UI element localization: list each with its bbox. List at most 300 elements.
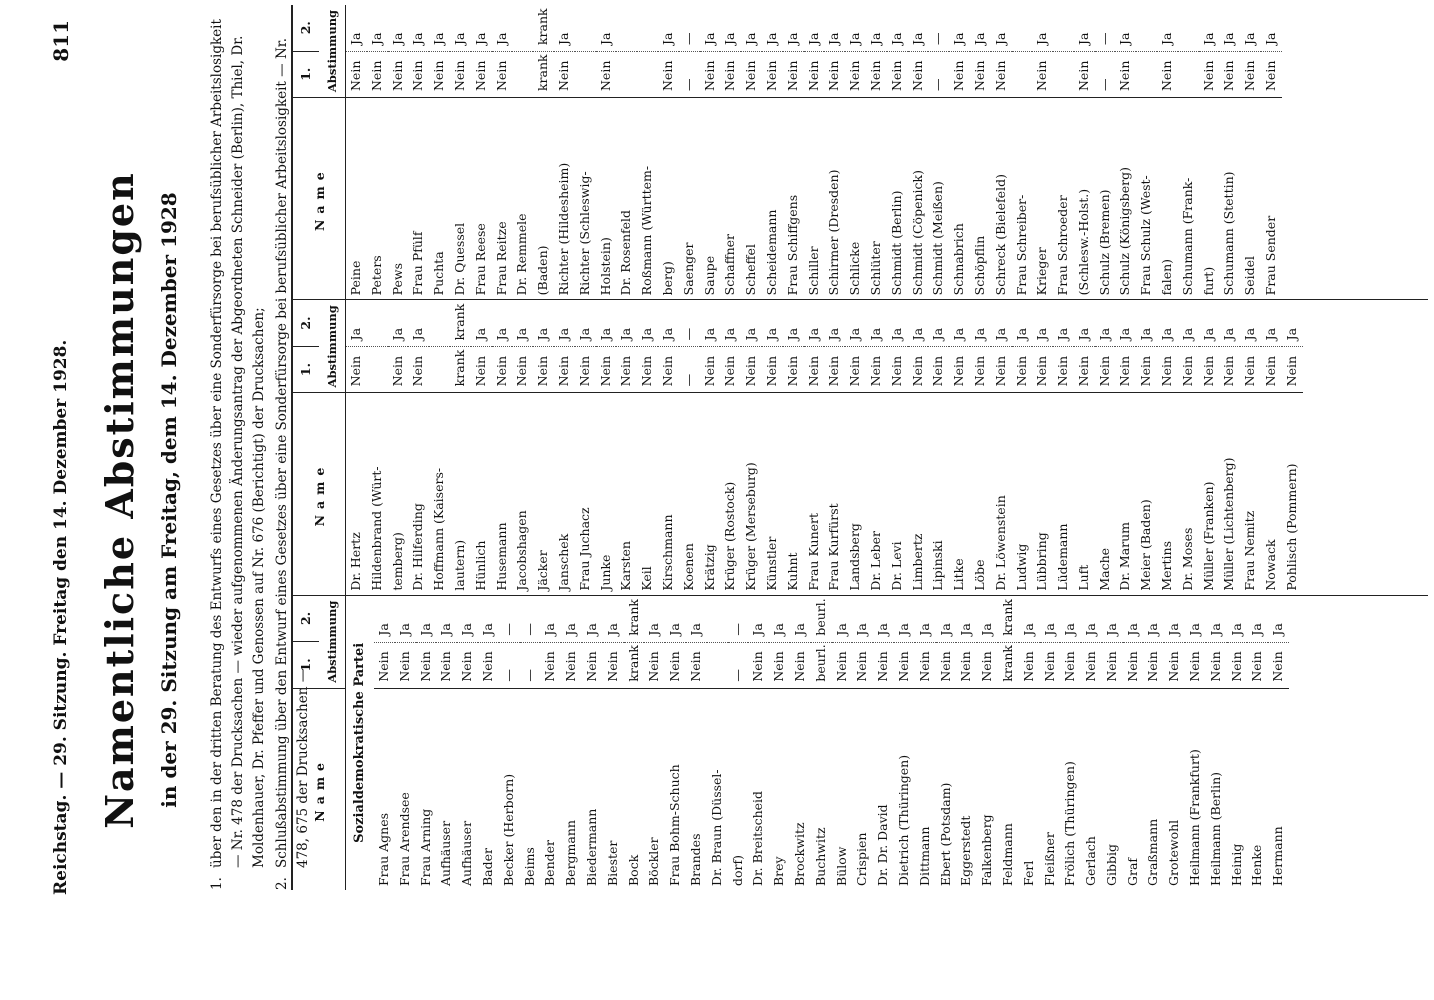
vote-1: Nein bbox=[658, 51, 679, 97]
vote-1: Nein bbox=[949, 346, 970, 392]
vote-1: Nein bbox=[1032, 346, 1053, 392]
vote-1: Nein bbox=[1247, 642, 1268, 688]
vote-1: Nein bbox=[1115, 51, 1136, 97]
member-name: (Baden) bbox=[533, 97, 554, 299]
member-name: Kuhnt bbox=[783, 392, 804, 594]
member-row bbox=[908, 300, 929, 594]
member-row bbox=[1053, 300, 1074, 594]
vote-2: Ja bbox=[639, 327, 655, 341]
member-row bbox=[1247, 596, 1268, 890]
vote-2: Ja bbox=[431, 32, 447, 46]
member-name: Janschek bbox=[554, 392, 575, 594]
vote-1 bbox=[1136, 51, 1157, 97]
vote-1: krank bbox=[624, 642, 645, 688]
vote-2: Ja bbox=[701, 327, 717, 341]
member-name: Frau Pfülf bbox=[408, 97, 429, 299]
vote-2: Ja bbox=[1055, 327, 1071, 341]
vote-2: Ja bbox=[542, 623, 558, 636]
vote-1: Nein bbox=[1074, 346, 1095, 392]
vote-2: Ja bbox=[763, 327, 779, 341]
vote-2: Ja bbox=[597, 327, 613, 341]
vote-2: Ja bbox=[479, 623, 495, 636]
member-name: Dr. Marum bbox=[1115, 392, 1136, 594]
vote-2 bbox=[367, 300, 388, 346]
member-row bbox=[596, 300, 617, 594]
member-name: Schlüter bbox=[866, 97, 887, 299]
member-row bbox=[1032, 300, 1053, 594]
vote-2: Ja bbox=[1221, 327, 1237, 341]
vote-2 bbox=[637, 5, 658, 51]
vote-1: beurl. bbox=[811, 642, 832, 688]
member-name: Heilmann (Berlin) bbox=[1206, 688, 1227, 890]
vote-1: Nein bbox=[1115, 346, 1136, 392]
vote-2: Ja bbox=[867, 327, 883, 341]
vote-1: Nein bbox=[603, 642, 624, 688]
member-name: Peters bbox=[367, 97, 388, 299]
member-row bbox=[707, 596, 728, 890]
vote-2: Ja bbox=[1103, 623, 1119, 636]
vote-1: Nein bbox=[1219, 346, 1240, 392]
member-row bbox=[1143, 596, 1164, 890]
vote-1: Nein bbox=[582, 642, 603, 688]
vote-2: Ja bbox=[687, 623, 703, 636]
vote-2: Ja bbox=[604, 623, 620, 636]
member-row bbox=[1240, 5, 1261, 299]
vote-2: Ja bbox=[410, 327, 426, 341]
member-row bbox=[346, 5, 367, 299]
member-row bbox=[429, 5, 450, 299]
member-row bbox=[1095, 5, 1116, 299]
vote-2: Ja bbox=[1075, 32, 1091, 46]
member-row bbox=[499, 596, 520, 890]
member-row bbox=[949, 5, 970, 299]
vote-1: Nein bbox=[457, 642, 478, 688]
vote-tables bbox=[291, 5, 1428, 890]
vote-2 bbox=[616, 5, 637, 51]
vote-1: Nein bbox=[388, 346, 409, 392]
vote-2: — bbox=[680, 327, 696, 341]
member-name: Falkenberg bbox=[977, 688, 998, 890]
vote-1: Nein bbox=[866, 346, 887, 392]
member-name: Gibbig bbox=[1102, 688, 1123, 890]
member-name: Schlicke bbox=[845, 97, 866, 299]
member-row bbox=[700, 5, 721, 299]
member-row bbox=[949, 300, 970, 594]
member-row bbox=[1157, 5, 1178, 299]
vote-1: Nein bbox=[596, 346, 617, 392]
member-row bbox=[824, 5, 845, 299]
member-row bbox=[346, 300, 367, 594]
member-name: Eggerstedt bbox=[956, 688, 977, 890]
vote-1: Nein bbox=[783, 51, 804, 97]
vote-1: Nein bbox=[1206, 642, 1227, 688]
member-row bbox=[790, 596, 811, 890]
member-name: Dr. Breitscheid bbox=[748, 688, 769, 890]
member-row bbox=[1019, 596, 1040, 890]
member-row bbox=[1261, 5, 1282, 299]
vote-2: Ja bbox=[909, 32, 925, 46]
vote-2: Ja bbox=[909, 327, 925, 341]
document-page bbox=[27, 0, 1434, 1000]
vote-2: Ja bbox=[888, 327, 904, 341]
vote-2: Ja bbox=[459, 623, 475, 636]
vote-2: Ja bbox=[555, 327, 571, 341]
member-name: Frau Arendsee bbox=[395, 688, 416, 890]
member-row bbox=[762, 300, 783, 594]
vote-1: Nein bbox=[616, 346, 637, 392]
member-name: Beims bbox=[520, 688, 541, 890]
vote-2: Ja bbox=[1041, 623, 1057, 636]
vote-1: Nein bbox=[346, 51, 367, 97]
member-name: Ferl bbox=[1019, 688, 1040, 890]
vote-1: Nein bbox=[1261, 346, 1282, 392]
header-vote-numbers bbox=[293, 5, 319, 97]
member-row bbox=[540, 596, 561, 890]
member-row bbox=[1282, 300, 1303, 594]
vote-2: Ja bbox=[930, 327, 946, 341]
member-row bbox=[1040, 596, 1061, 890]
vote-1 bbox=[1178, 51, 1199, 97]
vote-1: Nein bbox=[478, 642, 499, 688]
vote-2: Ja bbox=[389, 32, 405, 46]
vote-1: Nein bbox=[1060, 642, 1081, 688]
vote-2: Ja bbox=[784, 32, 800, 46]
vote-2: Ja bbox=[1013, 327, 1029, 341]
member-name: Holstein) bbox=[596, 97, 617, 299]
vote-2: Ja bbox=[493, 32, 509, 46]
member-name: Frau Schroeder bbox=[1053, 97, 1074, 299]
vote-2: Ja bbox=[1034, 327, 1050, 341]
vote-2: Ja bbox=[493, 327, 509, 341]
member-name: Bader bbox=[478, 688, 499, 890]
vote-2: — bbox=[680, 32, 696, 46]
member-row bbox=[450, 300, 471, 594]
member-name: Nowack bbox=[1261, 392, 1282, 594]
member-name: Krieger bbox=[1032, 97, 1053, 299]
vote-1: Nein bbox=[769, 642, 790, 688]
member-row bbox=[512, 300, 533, 594]
vote-2: Ja bbox=[389, 327, 405, 341]
vote-2: Ja bbox=[514, 327, 530, 341]
vote-2: Ja bbox=[646, 623, 662, 636]
member-row bbox=[457, 596, 478, 890]
vote-1: Nein bbox=[936, 642, 957, 688]
member-name: Koenen bbox=[679, 392, 700, 594]
member-row bbox=[575, 300, 596, 594]
vote-2: Ja bbox=[1249, 623, 1265, 636]
member-row bbox=[533, 300, 554, 594]
member-name: Dr. Löwenstein bbox=[991, 392, 1012, 594]
member-name: Schreck (Bielefeld) bbox=[991, 97, 1012, 299]
member-row bbox=[616, 5, 637, 299]
member-row bbox=[596, 5, 617, 299]
member-name: Frau Kurfürst bbox=[824, 392, 845, 594]
member-row bbox=[436, 596, 457, 890]
member-name: Bülow bbox=[832, 688, 853, 890]
vote-2: Ja bbox=[1263, 327, 1279, 341]
member-row bbox=[832, 596, 853, 890]
member-row bbox=[644, 596, 665, 890]
member-name: Puchta bbox=[429, 97, 450, 299]
vote-2: Ja bbox=[771, 623, 787, 636]
vote-2 bbox=[707, 596, 728, 642]
member-name: Scheidemann bbox=[762, 97, 783, 299]
vote-item-1 bbox=[207, 10, 270, 890]
vote-1: Nein bbox=[720, 51, 741, 97]
vote-1: Nein bbox=[908, 346, 929, 392]
member-row bbox=[512, 5, 533, 299]
member-row bbox=[616, 300, 637, 594]
vote-1: — bbox=[499, 642, 520, 688]
member-name: Frau Schiffgens bbox=[783, 97, 804, 299]
vote-1: krank bbox=[533, 51, 554, 97]
vote-2: Ja bbox=[438, 623, 454, 636]
member-name: Krätzig bbox=[700, 392, 721, 594]
member-name: Dr. Leber bbox=[866, 392, 887, 594]
vote-1: — bbox=[1095, 51, 1116, 97]
member-row bbox=[1115, 300, 1136, 594]
vote-1 bbox=[575, 51, 596, 97]
vote-1: Nein bbox=[790, 642, 811, 688]
member-row bbox=[956, 596, 977, 890]
member-row bbox=[928, 300, 949, 594]
member-name: Künstler bbox=[762, 392, 783, 594]
member-name: Frau Sender bbox=[1261, 97, 1282, 299]
member-name: Hermann bbox=[1268, 688, 1289, 890]
vote-2: Ja bbox=[1263, 32, 1279, 46]
vote-2: Ja bbox=[1159, 32, 1175, 46]
member-row bbox=[658, 300, 679, 594]
vote-1: Nein bbox=[540, 642, 561, 688]
vote-1: — bbox=[928, 51, 949, 97]
member-name: Schmidt (Berlin) bbox=[887, 97, 908, 299]
member-name: Schulz (Königsberg) bbox=[1115, 97, 1136, 299]
member-name: falen) bbox=[1157, 97, 1178, 299]
member-name: Schiller bbox=[804, 97, 825, 299]
vote-2: Ja bbox=[1270, 623, 1286, 636]
vote-1: — bbox=[679, 346, 700, 392]
member-name: Böckler bbox=[644, 688, 665, 890]
vote-1: Nein bbox=[1178, 346, 1199, 392]
member-name: Schmidt (Meißen) bbox=[928, 97, 949, 299]
member-name: (Schlesw.-Holst.) bbox=[1074, 97, 1095, 299]
member-row bbox=[998, 596, 1019, 890]
vote-2: Ja bbox=[1242, 32, 1258, 46]
header-vote-numbers bbox=[293, 596, 319, 688]
vote-2: Ja bbox=[916, 623, 932, 636]
vote-2: Ja bbox=[1020, 623, 1036, 636]
vote-item-text: Schlußabstimmung über den Entwurf eines Gesetzes über eine Sonderfürsorge bei berufsüblicher Arbeitslosigkeit — Nr. 478, 675 der Drucksachen — bbox=[273, 37, 311, 868]
vote-2: Ja bbox=[1166, 623, 1182, 636]
member-row bbox=[1081, 596, 1102, 890]
member-row bbox=[991, 300, 1012, 594]
member-name: Becker (Herborn) bbox=[499, 688, 520, 890]
member-row bbox=[700, 300, 721, 594]
vote-2: Ja bbox=[951, 32, 967, 46]
member-row bbox=[1074, 300, 1095, 594]
member-row bbox=[1136, 5, 1157, 299]
vote-1: Nein bbox=[429, 51, 450, 97]
member-row bbox=[367, 300, 388, 594]
member-row bbox=[637, 300, 658, 594]
member-name: Mache bbox=[1095, 392, 1116, 594]
vote-2: Ja bbox=[576, 327, 592, 341]
member-row bbox=[811, 596, 832, 890]
vote-1: Nein bbox=[416, 642, 437, 688]
vote-2: Ja bbox=[937, 623, 953, 636]
member-name: Roßmann (Württem- bbox=[637, 97, 658, 299]
vote-1: Nein bbox=[1261, 51, 1282, 97]
vote-2: Ja bbox=[847, 327, 863, 341]
member-name: Schirmer (Dresden) bbox=[824, 97, 845, 299]
vote-2: Ja bbox=[1034, 32, 1050, 46]
vote-2: Ja bbox=[951, 327, 967, 341]
member-row bbox=[762, 5, 783, 299]
vote-2 bbox=[1136, 5, 1157, 51]
vote-1: Nein bbox=[471, 51, 492, 97]
table-header bbox=[293, 300, 346, 594]
running-header bbox=[43, 10, 79, 990]
member-row bbox=[471, 5, 492, 299]
vote-2: Ja bbox=[1096, 327, 1112, 341]
vote-2: krank bbox=[451, 303, 467, 341]
member-name: Schnabrich bbox=[949, 97, 970, 299]
vote-2: Ja bbox=[368, 32, 384, 46]
vote-2: Ja bbox=[750, 623, 766, 636]
member-row bbox=[1060, 596, 1081, 890]
member-name: Fleißner bbox=[1040, 688, 1061, 890]
member-row bbox=[728, 596, 749, 890]
member-name: Frölich (Thüringen) bbox=[1060, 688, 1081, 890]
member-row bbox=[741, 5, 762, 299]
member-name: berg) bbox=[658, 97, 679, 299]
vote-2: Ja bbox=[1242, 327, 1258, 341]
member-name: Biedermann bbox=[582, 688, 603, 890]
vote-1: krank bbox=[450, 346, 471, 392]
vote-2: Ja bbox=[583, 623, 599, 636]
vote-item-text: über den in der dritten Beratung des Entwurfs eines Gesetzes über eine Sonderfürsorge bei berufsüblicher Arbeitslosigkeit — Nr. 478 der Drucksachen — wieder aufgenommenen Änderungsantrag der Abgeordneten Schneider (Berlin), Thiel, Dr. Moldenhauer, Dr. Pfeffer und Genossen auf Nr. 676 (Berichtigt) der Drucksachen; bbox=[209, 19, 267, 868]
member-name: Biester bbox=[603, 688, 624, 890]
vote-2: Ja bbox=[743, 327, 759, 341]
vote-2: Ja bbox=[895, 623, 911, 636]
vote-1: Nein bbox=[1199, 51, 1220, 97]
member-name: Ludwig bbox=[1012, 392, 1033, 594]
vote-2: Ja bbox=[472, 32, 488, 46]
vote-2: Ja bbox=[1228, 623, 1244, 636]
vote-2 bbox=[429, 300, 450, 346]
member-name: Müller (Franken) bbox=[1199, 392, 1220, 594]
vote-2: Ja bbox=[784, 327, 800, 341]
header-vote-label: Abstimmung bbox=[325, 305, 339, 388]
running-header-text: Reichstag. — 29. Sitzung. Freitag den 14. Dezember 1928. bbox=[51, 339, 71, 895]
member-row bbox=[492, 300, 513, 594]
vote-1: Nein bbox=[873, 642, 894, 688]
member-row bbox=[852, 596, 873, 890]
member-row bbox=[1102, 596, 1123, 890]
header-vote-2: 2. bbox=[298, 316, 313, 330]
member-row bbox=[769, 596, 790, 890]
member-name: Dr. Quessel bbox=[450, 97, 471, 299]
vote-2: Ja bbox=[555, 32, 571, 46]
member-row bbox=[665, 596, 686, 890]
vote-2: Ja bbox=[958, 623, 974, 636]
member-row bbox=[970, 5, 991, 299]
vote-1: — bbox=[679, 51, 700, 97]
vote-2 bbox=[1178, 5, 1199, 51]
vote-1: Nein bbox=[395, 642, 416, 688]
member-name: Frau Agnes bbox=[374, 688, 395, 890]
vote-table-column bbox=[293, 595, 1428, 890]
member-row bbox=[471, 300, 492, 594]
vote-1: Nein bbox=[783, 346, 804, 392]
vote-2: — bbox=[521, 623, 537, 636]
member-name: Frau Schreiber- bbox=[1012, 97, 1033, 299]
vote-1: Nein bbox=[644, 642, 665, 688]
vote-1: Nein bbox=[1053, 346, 1074, 392]
vote-1: Nein bbox=[1123, 642, 1144, 688]
member-row bbox=[478, 596, 499, 890]
member-row bbox=[679, 300, 700, 594]
member-name: Schulz (Bremen) bbox=[1095, 97, 1116, 299]
vote-table-column bbox=[293, 5, 1428, 299]
vote-1 bbox=[512, 51, 533, 97]
vote-1: Nein bbox=[1282, 346, 1303, 392]
vote-1: Nein bbox=[637, 346, 658, 392]
vote-2: Ja bbox=[1117, 327, 1133, 341]
member-name: Husemann bbox=[492, 392, 513, 594]
vote-2: Ja bbox=[1283, 327, 1299, 341]
member-row bbox=[804, 5, 825, 299]
vote-1: Nein bbox=[887, 346, 908, 392]
member-row bbox=[1240, 300, 1261, 594]
member-row bbox=[603, 596, 624, 890]
member-name: Dr. Hilferding bbox=[408, 392, 429, 594]
member-name: Dr. Remmele bbox=[512, 97, 533, 299]
member-name: Dr. Hertz bbox=[346, 392, 367, 594]
vote-1: Nein bbox=[492, 346, 513, 392]
vote-1: Nein bbox=[804, 346, 825, 392]
vote-1: Nein bbox=[949, 51, 970, 97]
member-name: Scheffel bbox=[741, 97, 762, 299]
member-name: Landsberg bbox=[845, 392, 866, 594]
vote-1: Nein bbox=[1157, 346, 1178, 392]
member-name: Jacobshagen bbox=[512, 392, 533, 594]
member-row bbox=[783, 300, 804, 594]
vote-1: Nein bbox=[700, 346, 721, 392]
vote-2: Ja bbox=[867, 32, 883, 46]
table-header bbox=[293, 5, 346, 299]
vote-1: Nein bbox=[804, 51, 825, 97]
vote-1: Nein bbox=[1157, 51, 1178, 97]
member-row bbox=[1032, 5, 1053, 299]
vote-1: Nein bbox=[1227, 642, 1248, 688]
member-name: Gerlach bbox=[1081, 688, 1102, 890]
vote-1 bbox=[1012, 51, 1033, 97]
vote-1: Nein bbox=[700, 51, 721, 97]
vote-1: Nein bbox=[894, 642, 915, 688]
vote-2: krank bbox=[999, 599, 1015, 636]
member-row bbox=[936, 596, 957, 890]
vote-1: Nein bbox=[1240, 51, 1261, 97]
vote-1: Nein bbox=[748, 642, 769, 688]
vote-1: Nein bbox=[533, 346, 554, 392]
member-name: Frau Bohm-Schuch bbox=[665, 688, 686, 890]
member-row bbox=[367, 5, 388, 299]
member-name: Brockwitz bbox=[790, 688, 811, 890]
member-row bbox=[388, 300, 409, 594]
vote-2: krank bbox=[625, 599, 641, 636]
member-name: Bock bbox=[624, 688, 645, 890]
